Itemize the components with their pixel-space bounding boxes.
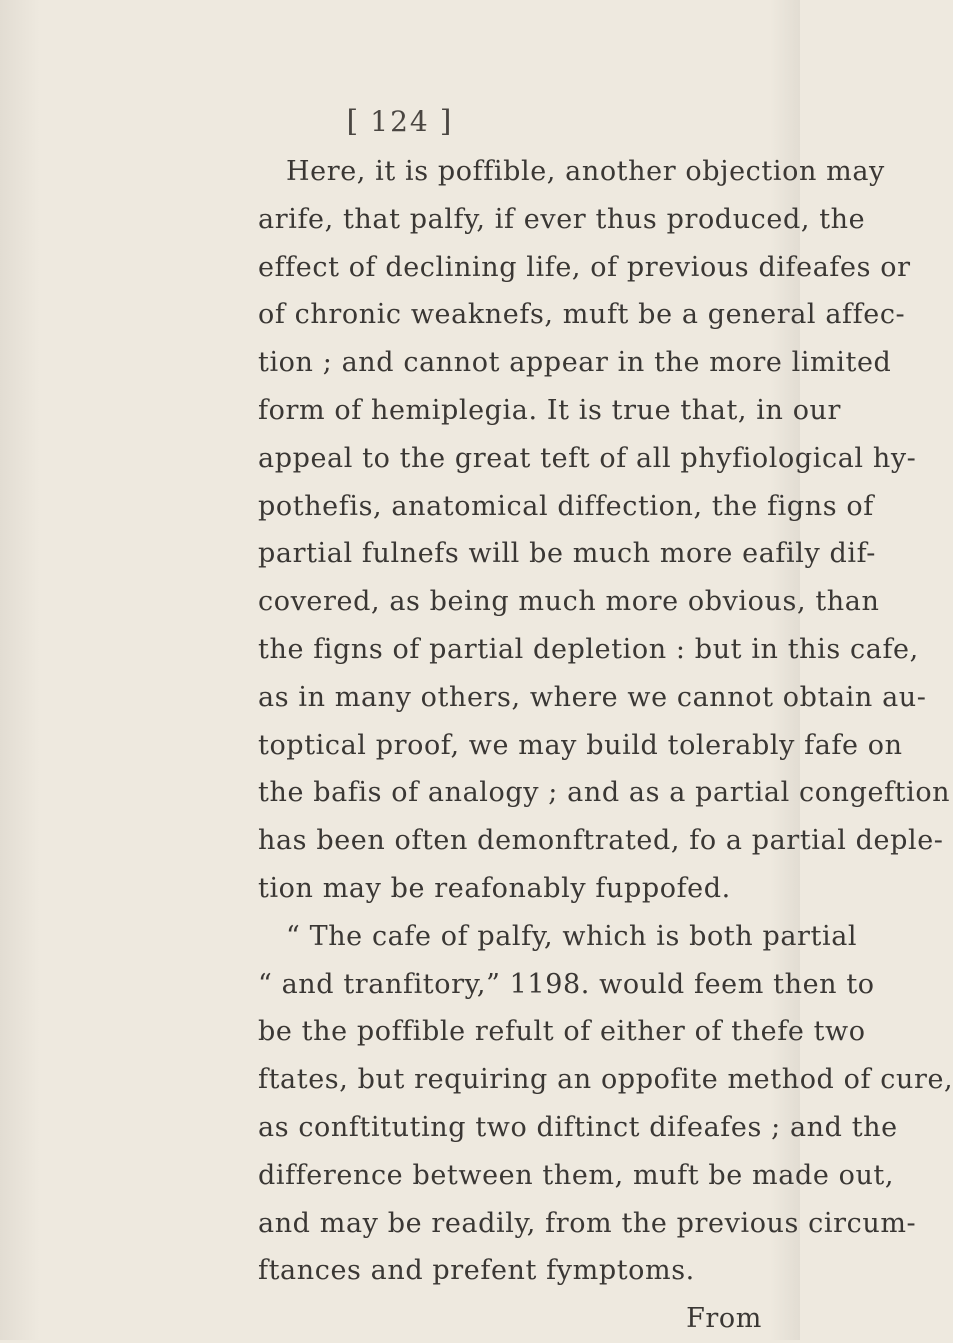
text-line: “ and tranfitory,” 1198. would feem then to bbox=[258, 968, 875, 1000]
text-line: and may be readily, from the previous circum- bbox=[258, 1207, 917, 1239]
page-number bbox=[0, 104, 800, 139]
text-line: ftances and prefent fymptoms. bbox=[258, 1255, 695, 1287]
body-text bbox=[258, 148, 953, 1343]
folio-open-bracket: [ bbox=[346, 104, 361, 139]
text-line: “ The cafe of palfy, which is both partial bbox=[286, 920, 858, 952]
folio-close-bracket: ] bbox=[439, 104, 454, 139]
text-line: of chronic weaknefs, muft be a general affec- bbox=[258, 299, 906, 331]
text-line: as conftituting two diftinct difeafes ; and the bbox=[258, 1111, 898, 1143]
folio-number: 124 bbox=[370, 105, 430, 138]
text-line: Here, it is poffible, another objection may bbox=[286, 156, 885, 187]
text-line: pothefis, anatomical diffection, the figns of bbox=[258, 490, 874, 522]
text-line: toptical proof, we may build tolerably fafe on bbox=[258, 729, 903, 761]
text-line: difference between them, muft be made out, bbox=[258, 1159, 895, 1191]
text-line: covered, as being much more obvious, than bbox=[258, 586, 880, 618]
text-line: appeal to the great teft of all phyfiological hy- bbox=[258, 442, 917, 474]
text-line: as in many others, where we cannot obtain au- bbox=[258, 681, 927, 713]
text-line: the bafis of analogy ; and as a partial congeftion bbox=[258, 777, 951, 809]
text-line: partial fulnefs will be much more eafily dif- bbox=[258, 538, 877, 570]
text-line: arife, that palfy, if ever thus produced, the bbox=[258, 203, 866, 235]
text-line: effect of declining life, of previous difeafes or bbox=[258, 251, 911, 283]
text-line: tion ; and cannot appear in the more limited bbox=[258, 347, 892, 379]
catchword: From bbox=[686, 1303, 762, 1335]
text-line: the figns of partial depletion : but in this cafe, bbox=[258, 633, 919, 665]
text-line: tion may be reafonably fuppofed. bbox=[258, 872, 731, 904]
text-line: ftates, but requiring an oppofite method of cure, bbox=[258, 1064, 953, 1096]
text-line: has been often demonftrated, fo a partial deple- bbox=[258, 825, 944, 857]
text-line: form of hemiplegia. It is true that, in our bbox=[258, 394, 842, 426]
text-line: be the poffible refult of either of thefe two bbox=[258, 1016, 866, 1048]
